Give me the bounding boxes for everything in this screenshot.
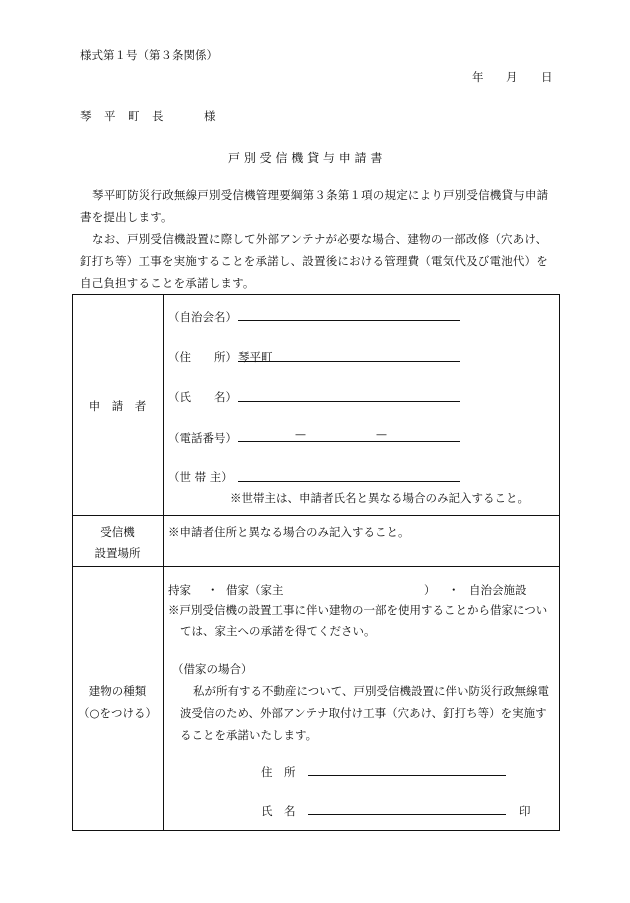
location-header-line1: 受信機 — [100, 525, 135, 539]
building-option-owned[interactable]: 持家 — [168, 583, 191, 597]
date-day-label: 日 — [541, 70, 553, 84]
building-rented-close: ） — [424, 583, 436, 597]
phone-separator-1: — — [295, 428, 306, 441]
location-note: ※申請者住所と異なる場合のみ記入すること。 — [168, 525, 410, 539]
intro-paragraph-1: 琴平町防災行政無線戸別受信機管理要綱第３条第１項の規定により戸別受信機貸与申請書を提出します。 — [80, 188, 549, 224]
page-title: 戸 別 受 信 機 貸 与 申 請 書 — [228, 151, 383, 165]
building-note-line1: ※戸別受信機の設置工事に伴い建物の一部を使用することから借家につい — [168, 603, 548, 617]
location-header — [72, 522, 163, 564]
seal-mark: 印 — [519, 804, 531, 818]
form-number: 様式第１号（第３条関係） — [80, 48, 218, 62]
householder-note: ※世帯主は、申請者氏名と異なる場合のみ記入すること。 — [230, 491, 529, 505]
table-row-divider-2 — [72, 566, 559, 567]
addressee-honorific: 様 — [204, 109, 216, 123]
owner-address-field[interactable] — [308, 775, 506, 776]
rented-case-title: （借家の場合） — [172, 662, 253, 676]
building-option-facility[interactable]: 自治会施設 — [469, 583, 527, 597]
location-header-line2: 設置場所 — [94, 546, 141, 560]
applicant-header: 申 請 者 — [88, 399, 147, 413]
householder-field[interactable] — [238, 481, 460, 482]
table-column-divider — [163, 294, 164, 830]
consent-line3: ることを承諾いたします。 — [180, 728, 318, 742]
building-header-line2: （○をつける） — [77, 706, 158, 720]
owner-name-label: 氏 名 — [261, 804, 296, 818]
address-prefill: 琴平町 — [238, 350, 273, 364]
address-label: （住 所） — [168, 350, 237, 364]
name-label: （氏 名） — [168, 390, 237, 404]
building-header — [72, 680, 163, 724]
intro-paragraph-2: なお、戸別受信機設置に際して外部アンテナが必要な場合、建物の一部改修（穴あけ、釘打ち等）工事を実施することを承諾し、設置後における管理費（電気代及び電池代）を自己負担することを承諾します。 — [80, 232, 548, 290]
association-label: （自治会名） — [168, 310, 237, 324]
building-option-rented[interactable]: 借家（家主 — [226, 583, 284, 597]
building-note-line2: ては、家主への承諾を得てください。 — [180, 624, 376, 638]
name-field[interactable] — [238, 401, 460, 402]
building-bullet-2: ・ — [448, 583, 460, 597]
date-month-label: 月 — [506, 70, 518, 84]
table-row-divider-1 — [72, 515, 559, 516]
building-bullet-1: ・ — [207, 583, 219, 597]
owner-address-label: 住 所 — [261, 765, 296, 779]
householder-label: （世 帯 主） — [168, 470, 233, 484]
consent-line2: 波受信のため、外部アンテナ取付け工事（穴あけ、釘打ち等）を実施す — [180, 706, 547, 720]
addressee-town: 琴 平 町 長 — [80, 109, 164, 123]
association-field[interactable] — [238, 320, 460, 321]
consent-line1: 私が所有する不動産について、戸別受信機設置に伴い防災行政無線電 — [193, 684, 550, 698]
address-field[interactable] — [238, 361, 460, 362]
date-year-label: 年 — [472, 70, 484, 84]
phone-separator-2: — — [376, 428, 387, 441]
building-header-line1: 建物の種類 — [88, 684, 147, 698]
phone-field[interactable] — [238, 441, 460, 442]
phone-label: （電話番号） — [168, 431, 237, 445]
owner-name-field[interactable] — [308, 814, 506, 815]
